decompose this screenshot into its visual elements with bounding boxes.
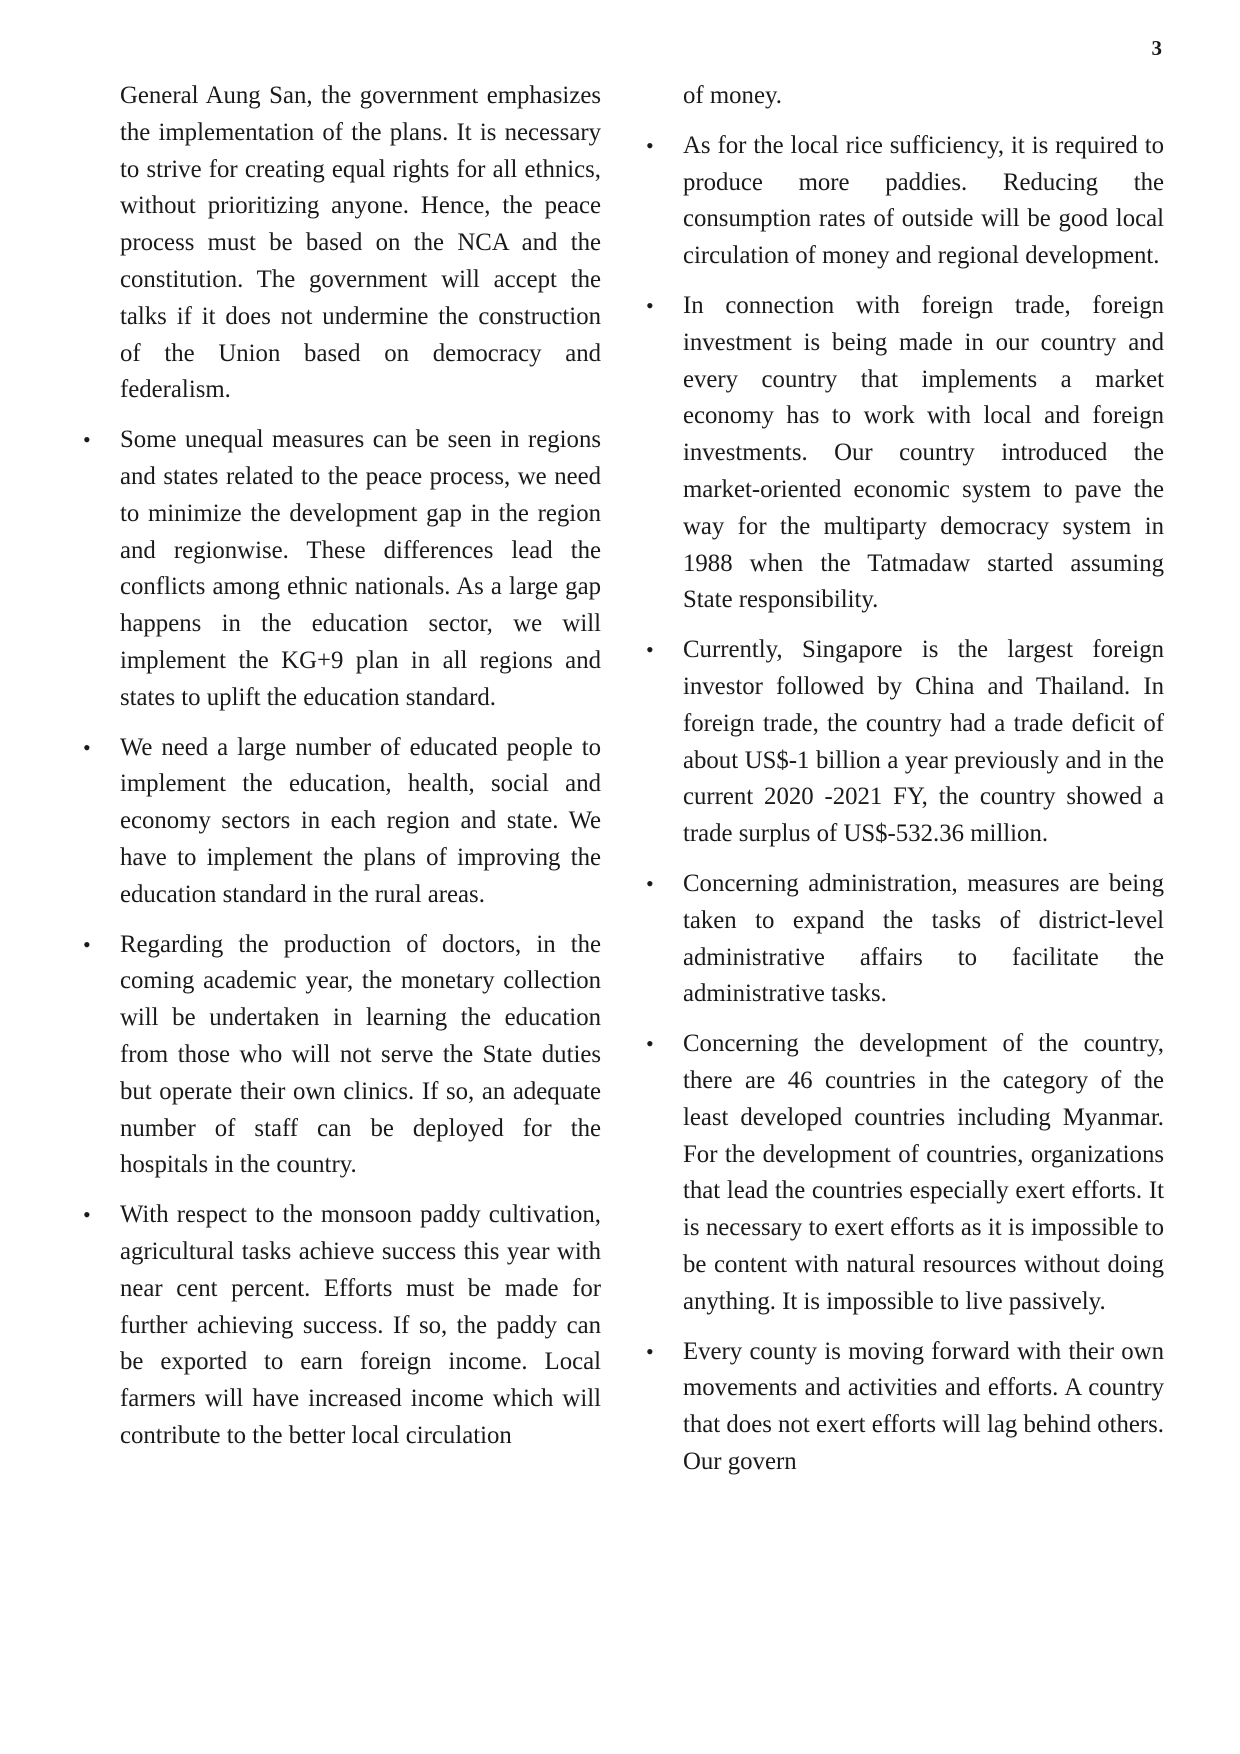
- paragraph: General Aung San, the government emphasizes the implementation of the plans. It is necessary to strive for creating equal rights for all ethnics, without prioritizing anyone. Hence, the peace process must be based on the NCA and the constitution. The government will accept the talks if it does not undermine the construction of the Union based on democracy and federalism.: [120, 82, 601, 404]
- bullet-icon: •: [83, 931, 91, 957]
- bullet-item: • Some unequal measures can be seen in regions and states related to the peace process, we need to minimize the development gap in the region and regionwise. These differences lead the conflicts among ethnic nationals. As a large gap happens in the education sector, we will implement the KG+9 plan in all regions and states to uplift the education standard.: [120, 422, 601, 716]
- bullet-item: • Currently, Singapore is the largest foreign investor followed by China and Thailand. In foreign trade, the country had a trade deficit of about US$-1 billion a year previously and in the current 2020 -2021 FY, the country showed a trade surplus of US$-532.36 million.: [683, 632, 1164, 853]
- bullet-icon: •: [83, 427, 91, 453]
- bullet-item: • Concerning administration, measures are being taken to expand the tasks of district-level administrative affairs to facilitate the administrative tasks.: [683, 866, 1164, 1013]
- left-text-column: [83, 78, 601, 1468]
- bullet-icon: •: [646, 1031, 654, 1057]
- bullet-item: • Every county is moving forward with their own movements and activities and efforts. A country that does not exert efforts will lag behind others. Our govern: [683, 1334, 1164, 1481]
- bullet-item: • We need a large number of educated people to implement the education, health, social and economy sectors in each region and state. We have to implement the plans of improving the education standard in the rural areas.: [120, 730, 601, 914]
- bullet-icon: •: [646, 132, 654, 158]
- bullet-icon: •: [646, 292, 654, 318]
- bullet-item: • With respect to the monsoon paddy cultivation, agricultural tasks achieve success this year with near cent percent. Efforts must be made for further achieving success. If so, the paddy can be exported to earn foreign income. Local farmers will have increased income which will contribute to the better local circulation: [120, 1197, 601, 1455]
- bullet-item: • As for the local rice sufficiency, it is required to produce more paddies. Reducing the consumption rates of outside will be good local circulation of money and regional development.: [683, 128, 1164, 275]
- page-number: 3: [1151, 36, 1162, 60]
- bullet-icon: •: [83, 734, 91, 760]
- bullet-icon: •: [83, 1202, 91, 1228]
- bullet-item: • In connection with foreign trade, foreign investment is being made in our country and every country that implements a market economy has to work with local and foreign investments. Our country introduced the market-oriented economic system to pave the way for the multiparty democracy system in 1988 when the Tatmadaw started assuming State responsibility.: [683, 288, 1164, 619]
- bullet-icon: •: [646, 870, 654, 896]
- bullet-item: • Regarding the production of doctors, in the coming academic year, the monetary collection will be undertaken in learning the education from those who will not serve the State duties but operate their own clinics. If so, an adequate number of staff can be deployed for the hospitals in the country.: [120, 927, 601, 1185]
- right-text-column: [646, 78, 1164, 1494]
- bullet-icon: •: [646, 1338, 654, 1364]
- paragraph: of money.: [683, 82, 782, 109]
- bullet-icon: •: [646, 637, 654, 663]
- bullet-item: • Concerning the development of the country, there are 46 countries in the category of the least developed countries including Myanmar. For the development of countries, organizations that lead the countries especially exert efforts. It is necessary to exert efforts as it is impossible to be content with natural resources without doing anything. It is impossible to live passively.: [683, 1026, 1164, 1320]
